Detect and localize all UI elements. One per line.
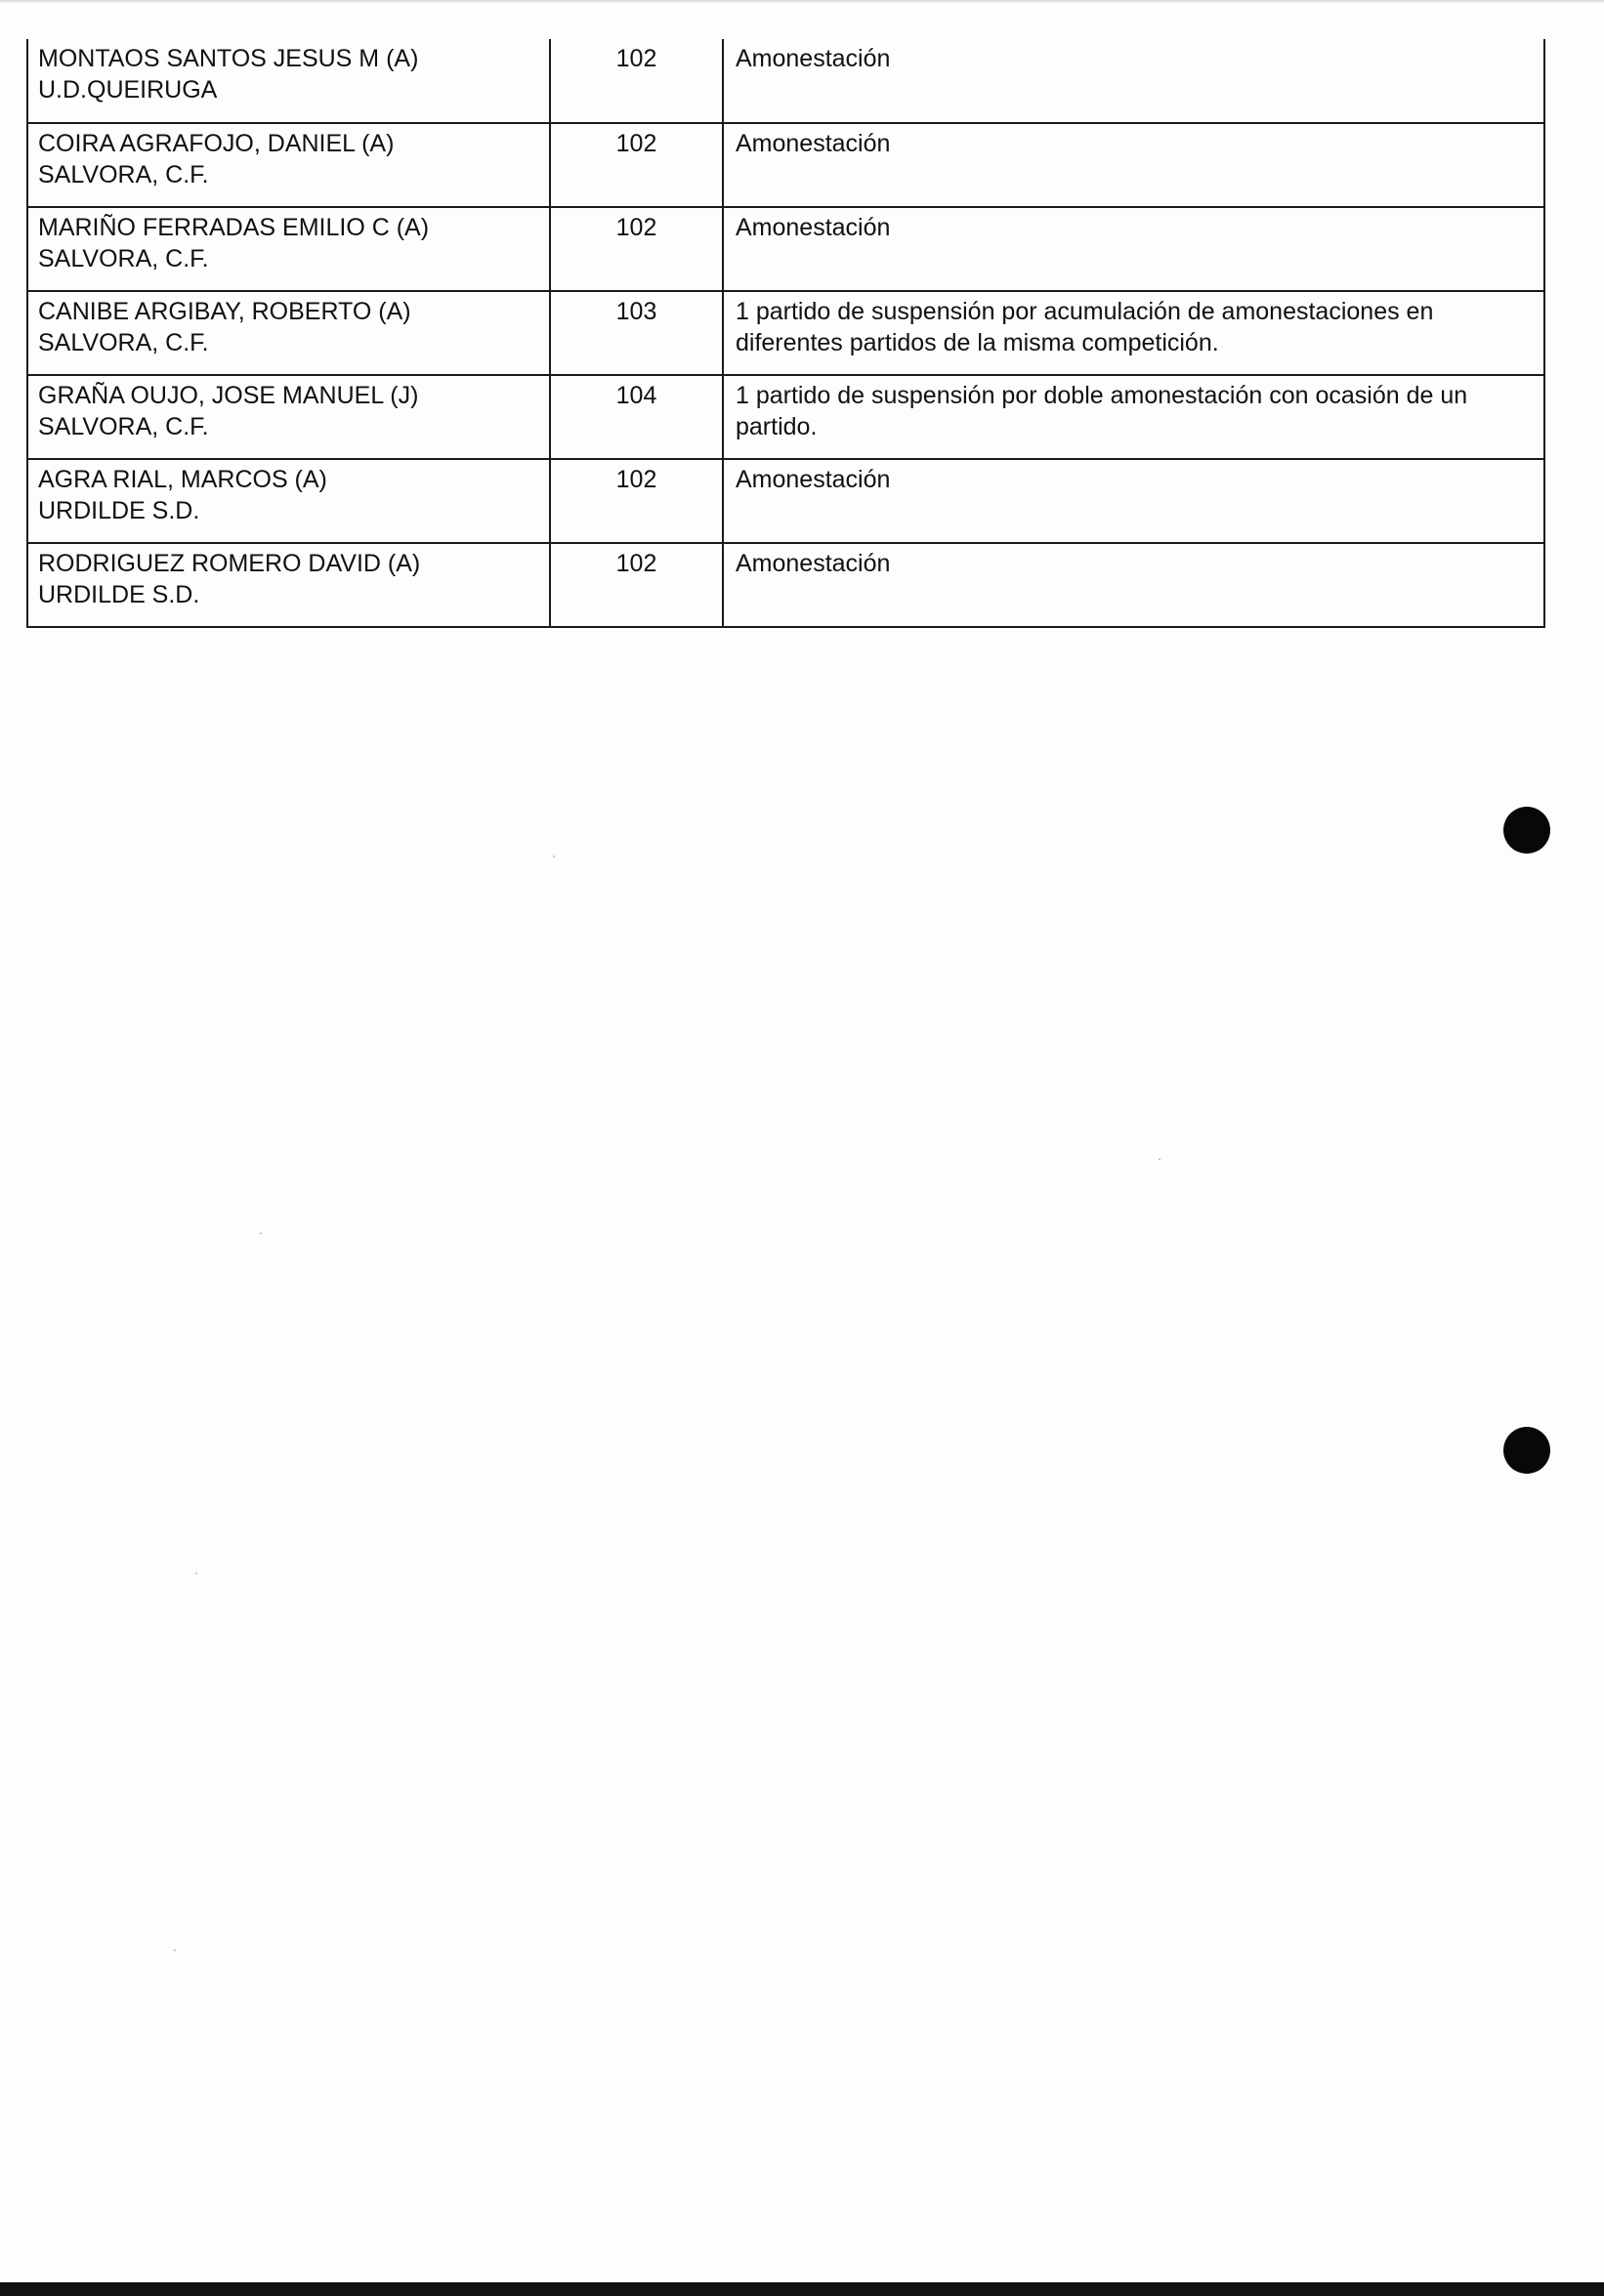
article-code: 102	[550, 207, 723, 291]
scan-speck	[195, 1572, 197, 1574]
club-name: SALVORA, C.F.	[38, 245, 209, 272]
article-code: 102	[550, 123, 723, 207]
club-name: SALVORA, C.F.	[38, 329, 209, 356]
club-name: URDILDE S.D.	[38, 497, 200, 524]
player-cell	[27, 543, 550, 627]
player-name: CANIBE ARGIBAY, ROBERTO (A)	[38, 298, 411, 325]
table-row	[27, 459, 1544, 543]
sanction-text: 1 partido de suspensión por doble amonestación con ocasión de un partido.	[723, 375, 1544, 459]
scan-speck	[1159, 1158, 1161, 1160]
sanctions-table	[26, 39, 1545, 628]
player-name: MARIÑO FERRADAS EMILIO C (A)	[38, 214, 430, 241]
player-cell	[27, 207, 550, 291]
table-row	[27, 207, 1544, 291]
sanction-text: Amonestación	[723, 207, 1544, 291]
punch-hole-icon	[1503, 807, 1550, 854]
article-code: 102	[550, 39, 723, 123]
sanction-text: Amonestación	[723, 459, 1544, 543]
club-name: U.D.QUEIRUGA	[38, 76, 218, 104]
article-code: 102	[550, 459, 723, 543]
player-name: MONTAOS SANTOS JESUS M (A)	[38, 45, 419, 72]
sanction-text: Amonestación	[723, 543, 1544, 627]
table-row	[27, 39, 1544, 123]
article-code: 103	[550, 291, 723, 375]
punch-hole-icon	[1503, 1427, 1550, 1474]
sanction-text: 1 partido de suspensión por acumulación de amonestaciones en diferentes partidos de la misma competición.	[723, 291, 1544, 375]
player-cell	[27, 459, 550, 543]
table-row	[27, 291, 1544, 375]
player-cell	[27, 39, 550, 123]
table-row	[27, 123, 1544, 207]
scan-speck	[553, 856, 555, 857]
scan-speck	[260, 1232, 262, 1234]
article-code: 104	[550, 375, 723, 459]
player-name: AGRA RIAL, MARCOS (A)	[38, 466, 327, 493]
player-cell	[27, 375, 550, 459]
club-name: SALVORA, C.F.	[38, 161, 209, 188]
club-name: SALVORA, C.F.	[38, 413, 209, 440]
sanction-text: Amonestación	[723, 39, 1544, 123]
scan-top-edge	[0, 0, 1604, 4]
sanction-text: Amonestación	[723, 123, 1544, 207]
player-name: RODRIGUEZ ROMERO DAVID (A)	[38, 550, 421, 577]
club-name: URDILDE S.D.	[38, 581, 200, 608]
table-row	[27, 375, 1544, 459]
player-cell	[27, 123, 550, 207]
article-code: 102	[550, 543, 723, 627]
player-cell	[27, 291, 550, 375]
scan-bottom-edge	[0, 2282, 1604, 2296]
table-row	[27, 543, 1544, 627]
scan-speck	[174, 1949, 176, 1951]
player-name: COIRA AGRAFOJO, DANIEL (A)	[38, 130, 395, 157]
player-name: GRAÑA OUJO, JOSE MANUEL (J)	[38, 382, 419, 409]
